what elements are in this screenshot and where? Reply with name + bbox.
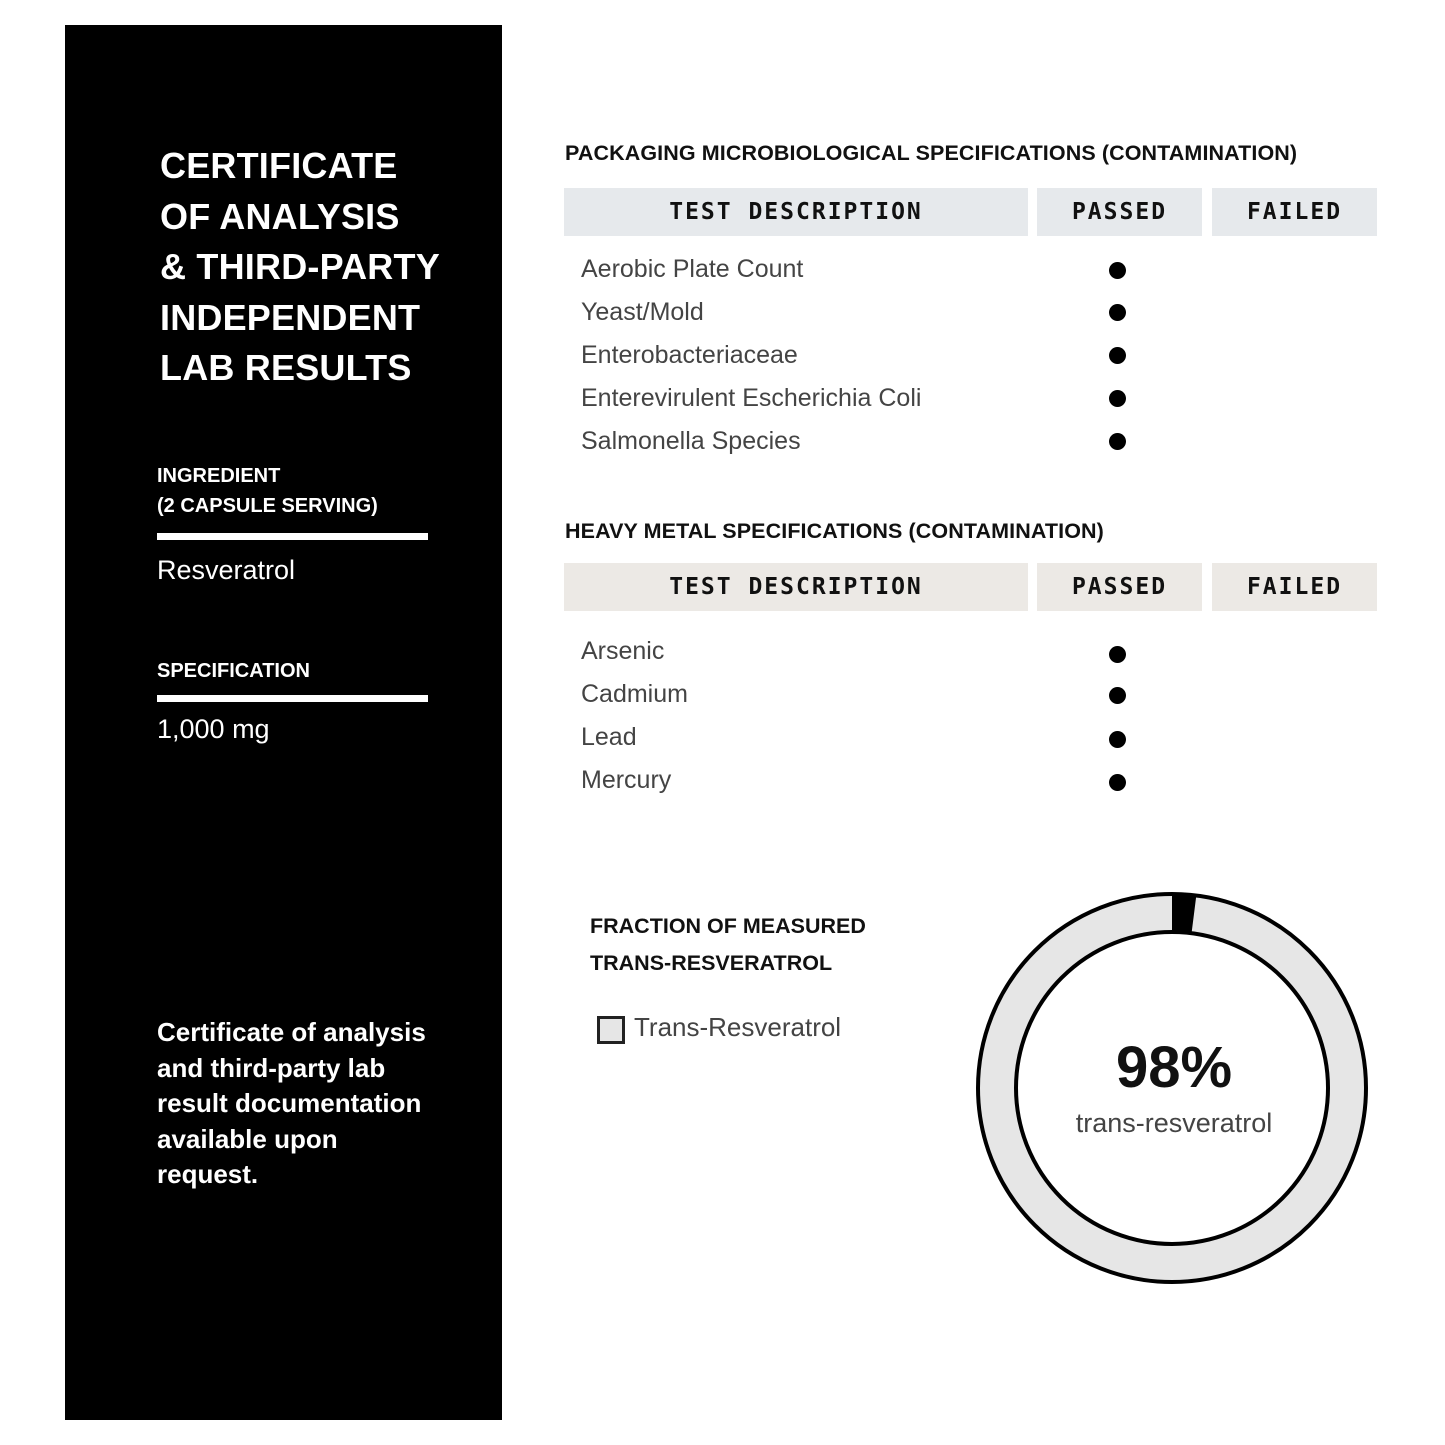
legend-label: Trans-Resveratrol — [634, 1012, 842, 1042]
note-line: request. — [157, 1159, 259, 1189]
micro-test-yeast-mold: Yeast/Mold — [581, 298, 704, 326]
metal-test-mercury: Mercury — [581, 766, 672, 794]
metal-passed-dot — [1109, 687, 1126, 704]
availability-note — [157, 1015, 426, 1193]
metal-header-failed: FAILED — [1212, 563, 1377, 611]
microbiological-title: PACKAGING MICROBIOLOGICAL SPECIFICATIONS (CONTAMINATION) — [565, 141, 1298, 165]
sidebar-panel — [65, 25, 502, 1420]
metal-test-lead: Lead — [581, 723, 637, 751]
metal-passed-dot — [1109, 731, 1126, 748]
metal-test-cadmium: Cadmium — [581, 680, 688, 708]
specification-divider — [157, 695, 428, 702]
metal-header-passed: PASSED — [1037, 563, 1202, 611]
metal-passed-dot — [1109, 646, 1126, 663]
ingredient-value: Resveratrol — [157, 555, 296, 585]
title-line: LAB RESULTS — [160, 347, 412, 388]
metal-passed-dot — [1109, 774, 1126, 791]
micro-test-aerobic-plate-count: Aerobic Plate Count — [581, 255, 804, 283]
note-line: and third-party lab — [157, 1052, 386, 1083]
title-line: & THIRD-PARTY — [160, 246, 440, 287]
title-line: CERTIFICATE — [160, 145, 398, 186]
title-line: INDEPENDENT — [160, 296, 421, 338]
ingredient-label — [157, 461, 378, 521]
micro-passed-dot — [1109, 347, 1126, 364]
fraction-title-line: TRANS-RESVERATROL — [590, 951, 833, 975]
note-line: Certificate of analysis — [157, 1017, 426, 1047]
ingredient-label-line: INGREDIENT — [157, 465, 281, 487]
micro-header-test: TEST DESCRIPTION — [564, 188, 1028, 236]
legend-swatch — [597, 1016, 625, 1044]
micro-test-salmonella: Salmonella Species — [581, 427, 801, 455]
micro-test-e-coli: Enterevirulent Escherichia Coli — [581, 384, 922, 412]
specification-value: 1,000 mg — [157, 714, 270, 744]
note-line: available upon — [157, 1123, 338, 1154]
certificate-title — [160, 141, 440, 394]
micro-header-passed: PASSED — [1037, 188, 1202, 236]
note-line: result documentation — [157, 1088, 422, 1118]
metal-header-test: TEST DESCRIPTION — [564, 563, 1028, 611]
micro-passed-dot — [1109, 262, 1126, 279]
fraction-title-line: FRACTION OF MEASURED — [590, 914, 866, 938]
micro-passed-dot — [1109, 390, 1126, 407]
micro-passed-dot — [1109, 304, 1126, 321]
percent-label: trans-resveratrol — [1075, 1108, 1273, 1138]
fraction-title — [590, 908, 866, 982]
micro-header-failed: FAILED — [1212, 188, 1377, 236]
heavy-metal-title: HEAVY METAL SPECIFICATIONS (CONTAMINATION) — [565, 519, 1104, 543]
ingredient-label-line: (2 CAPSULE SERVING) — [157, 495, 378, 517]
micro-test-enterobacteriaceae: Enterobacteriaceae — [581, 341, 798, 369]
ingredient-divider — [157, 533, 428, 540]
percent-value: 98% — [1115, 1035, 1233, 1100]
specification-label: SPECIFICATION — [157, 660, 310, 682]
micro-passed-dot — [1109, 433, 1126, 450]
title-line: OF ANALYSIS — [160, 195, 400, 237]
metal-test-arsenic: Arsenic — [581, 637, 665, 665]
